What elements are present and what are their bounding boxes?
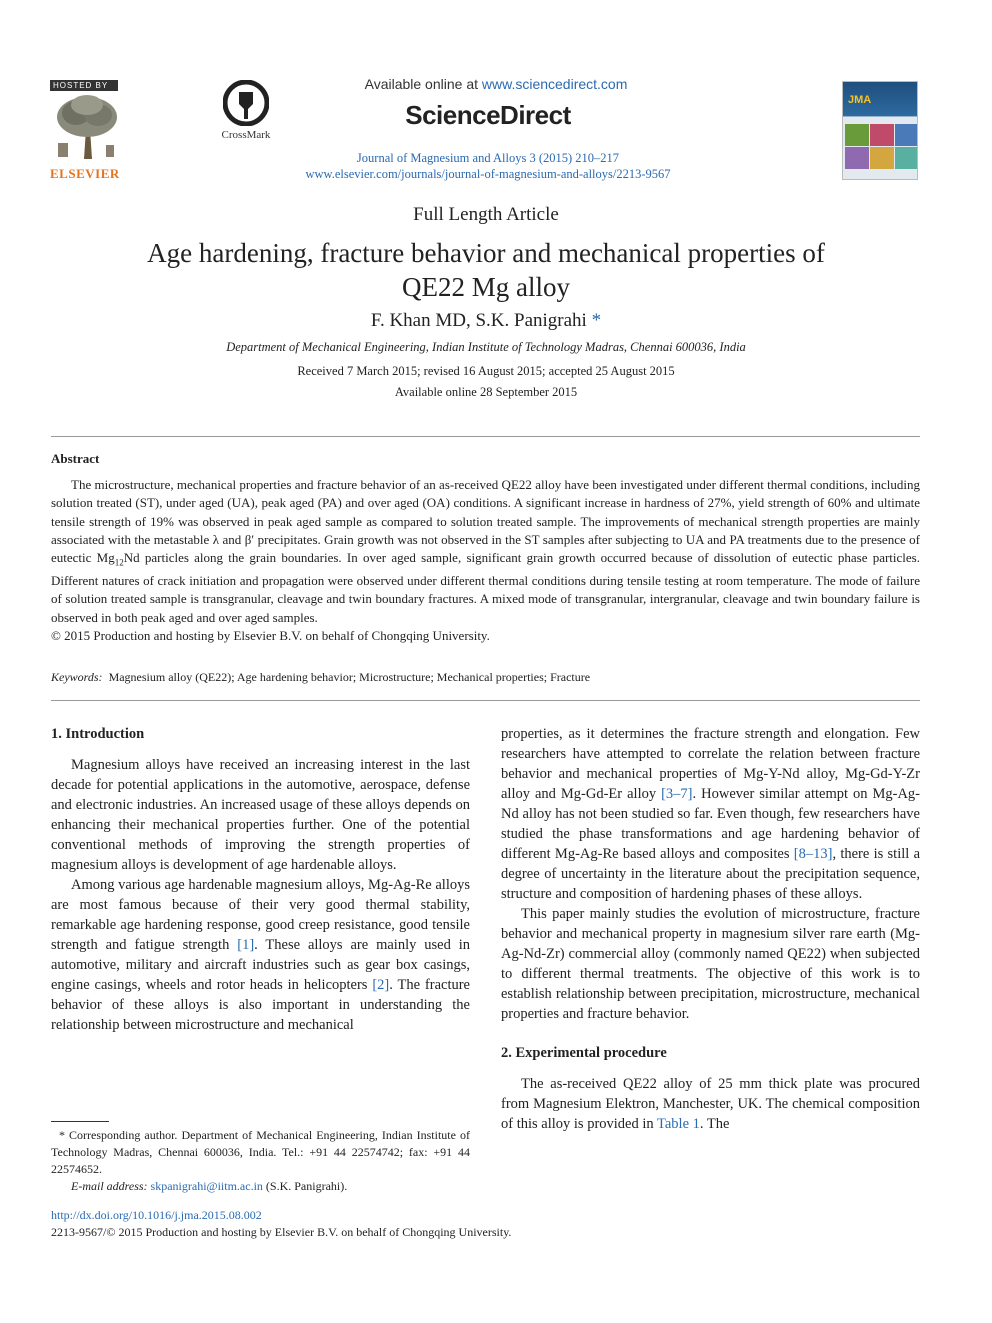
available-online-date: Available online 28 September 2015 [394, 385, 578, 399]
abstract-top-rule [51, 436, 920, 437]
author-email-link[interactable]: skpanigrahi@iitm.ac.in [150, 1179, 263, 1193]
title-line-1: Age hardening, fracture behavior and mechanical properties of [147, 238, 825, 268]
author-list [0, 310, 972, 332]
article-title [0, 236, 972, 304]
abstract-text-2: Nd particles along the grain boundaries. In over aged sample, significant grain growth occurred because of dissolution of eutectic phase particles. Different natures of crack initiation and propagation were observed under different thermal conditions during tensile testing at room temperature. The mode of failure of solution treated sample is transgranular, cleavage and twin boundary fractures. A mixed mode of transgranular, intergranular, cleavage and twin boundary failure is observed in both peak aged and over aged samples. [51, 550, 920, 625]
abstract-paragraph [51, 476, 920, 627]
footnote [51, 1127, 470, 1195]
journal-citation-link[interactable]: Journal of Magnesium and Alloys 3 (2015) 210–217 [356, 151, 620, 165]
corresponding-author-note [51, 1127, 470, 1178]
reference-link-1[interactable]: [1] [237, 937, 255, 953]
experimental-text-a: The as-received QE22 alloy of 25 mm thick plate was procured from Magnesium Elektron, Manchester, UK. The chemical composition of this alloy is provided in [501, 1076, 920, 1132]
sciencedirect-link[interactable]: www.sciencedirect.com [481, 76, 628, 92]
table-1-link[interactable]: Table 1 [657, 1116, 700, 1132]
journal-url-link[interactable]: www.elsevier.com/journals/journal-of-magnesium-and-alloys/2213-9567 [305, 167, 671, 181]
journal-info [0, 150, 976, 182]
keywords [51, 670, 920, 685]
abstract-heading: Abstract [51, 451, 100, 466]
left-column [51, 724, 470, 1035]
crossmark-label: CrossMark [221, 129, 271, 141]
abstract-body [51, 476, 920, 645]
doi-link[interactable]: http://dx.doi.org/10.1016/j.jma.2015.08.002 [51, 1208, 262, 1222]
footnote-corresponding-text: Corresponding author. Department of Mechanical Engineering, Indian Institute of Technology Madras, Chennai 600036, India. Tel.: +91 44 22574742; fax: +91 44 22574652. [51, 1128, 470, 1176]
title-line-2: QE22 Mg alloy [402, 272, 570, 302]
intro-p2-text-b: . These alloys are mainly used in automotive, military and aircraft industries such as gear box casings, engine casings, wheels and rotor heads in helicopters [51, 937, 471, 993]
hosted-by-label: HOSTED BY [50, 80, 118, 91]
abstract-subscript: 12 [114, 557, 124, 568]
email-label: E-mail address: [71, 1179, 148, 1193]
reference-link-2[interactable]: [2] [372, 977, 390, 993]
affiliation: Department of Mechanical Engineering, Indian Institute of Technology Madras, Chennai 600036, India [226, 340, 746, 354]
cover-art-icon [843, 118, 918, 178]
journal-cover-thumbnail[interactable] [842, 81, 918, 180]
abstract-copyright: © 2015 Production and hosting by Elsevier B.V. on behalf of Chongqing University. [51, 627, 490, 643]
intro-cont-text-c: , there is still a degree of uncertainty in the literature about the precipitation sequence, structure and composition of hardening phases of these alloys. [501, 846, 920, 902]
reference-link-3-7[interactable]: [3–7] [661, 786, 693, 802]
abstract-text-1: The microstructure, mechanical properties and fracture behavior of an as-received QE22 alloy have been investigated under different thermal conditions, including solution treated (ST), under aged (UA), peak aged (PA) and over aged (OA) conditions. A significant increase in hardness of 27%, yield strength of 60% and ultimate tensile strength of 19% was observed in peak aged sample as compared to solution treated sample. The improvements of mechanical strength properties are mainly associated with the metastable λ and β′ precipitates. Grain growth was not observed in the ST samples after subjecting to UA and PA treatments due to the presence of eutectic Mg [51, 477, 920, 566]
cover-label: JMA [848, 94, 872, 106]
page-footer [51, 1207, 511, 1241]
intro-p2-text-a: Among various age hardenable magnesium alloys, Mg-Ag-Re alloys are most famous because of their very good thermal stability, remarkable age hardening response, good creep resistance, good tensile strength and fatigue strength [51, 877, 470, 953]
experimental-paragraph-1 [501, 1074, 920, 1134]
article-dates [0, 361, 972, 403]
article-type: Full Length Article [413, 204, 559, 225]
footnote-star: * [59, 1128, 65, 1142]
available-prefix: Available online at [364, 76, 482, 92]
elsevier-wordmark: ELSEVIER [50, 166, 120, 181]
right-column [501, 724, 920, 1134]
intro-paragraph-1: Magnesium alloys have received an increasing interest in the last decade for potential applications in the automotive, aerospace, defense and electronic industries. An increased usage of these alloys depends on enhancing their mechanical properties further. One of the potential conventional methods of improving the strength properties of magnesium alloys is development of age hardenable alloys. [51, 757, 470, 873]
issn-copyright: 2213-9567/© 2015 Production and hosting by Elsevier B.V. on behalf of Chongqing University. [51, 1225, 512, 1239]
experimental-text-b: . The [699, 1116, 730, 1132]
intro-p2-text-c: . The fracture behavior of these alloys is also important in understanding the relationship between microstructure and mechanical [51, 977, 470, 1033]
intro-paragraph-2-continued [501, 724, 920, 904]
corresponding-author-marker[interactable]: * [591, 310, 602, 331]
sciencedirect-logo[interactable]: ScienceDirect [405, 100, 571, 130]
intro-cont-text-a: properties, as it determines the fracture strength and elongation. Few researchers have attempted to correlate the relation between fracture behavior and mechanical properties of Mg-Y-Nd alloy, Mg-Gd-Y-Zr alloy and Mg-Gd-Er alloy [501, 726, 920, 802]
intro-cont-text-b: . However similar attempt on Mg-Ag-Nd alloy has not been studied so far. Even though, few researchers have studied the phase transformations and age hardening behavior of different Mg-Ag-Re based alloys and composites [501, 786, 921, 862]
authors: F. Khan MD, S.K. Panigrahi [370, 310, 587, 331]
intro-paragraph-2 [51, 875, 470, 1035]
intro-paragraph-3: This paper mainly studies the evolution of microstructure, fracture behavior and mechanical property in magnesium silver rare earth (Mg-Ag-Nd-Zr) commercial alloy (commonly named QE22) when subjected to different thermal treatments. The objective of this work is to establish relationship between precipitation, microstructure, mechanical properties and fracture behavior. [501, 906, 920, 1022]
section-heading-experimental: 2. Experimental procedure [501, 1045, 667, 1061]
section-heading-introduction: 1. Introduction [51, 726, 145, 742]
email-note [51, 1178, 470, 1195]
reference-link-8-13[interactable]: [8–13] [793, 846, 833, 862]
abstract-bottom-rule [51, 700, 920, 701]
received-dates: Received 7 March 2015; revised 16 August 2015; accepted 25 August 2015 [297, 364, 675, 378]
email-suffix: (S.K. Panigrahi). [262, 1179, 348, 1193]
keywords-text: Magnesium alloy (QE22); Age hardening behavior; Microstructure; Mechanical properties; Fracture [108, 670, 591, 684]
footnote-rule [51, 1121, 109, 1122]
keywords-label: Keywords: [51, 670, 103, 684]
